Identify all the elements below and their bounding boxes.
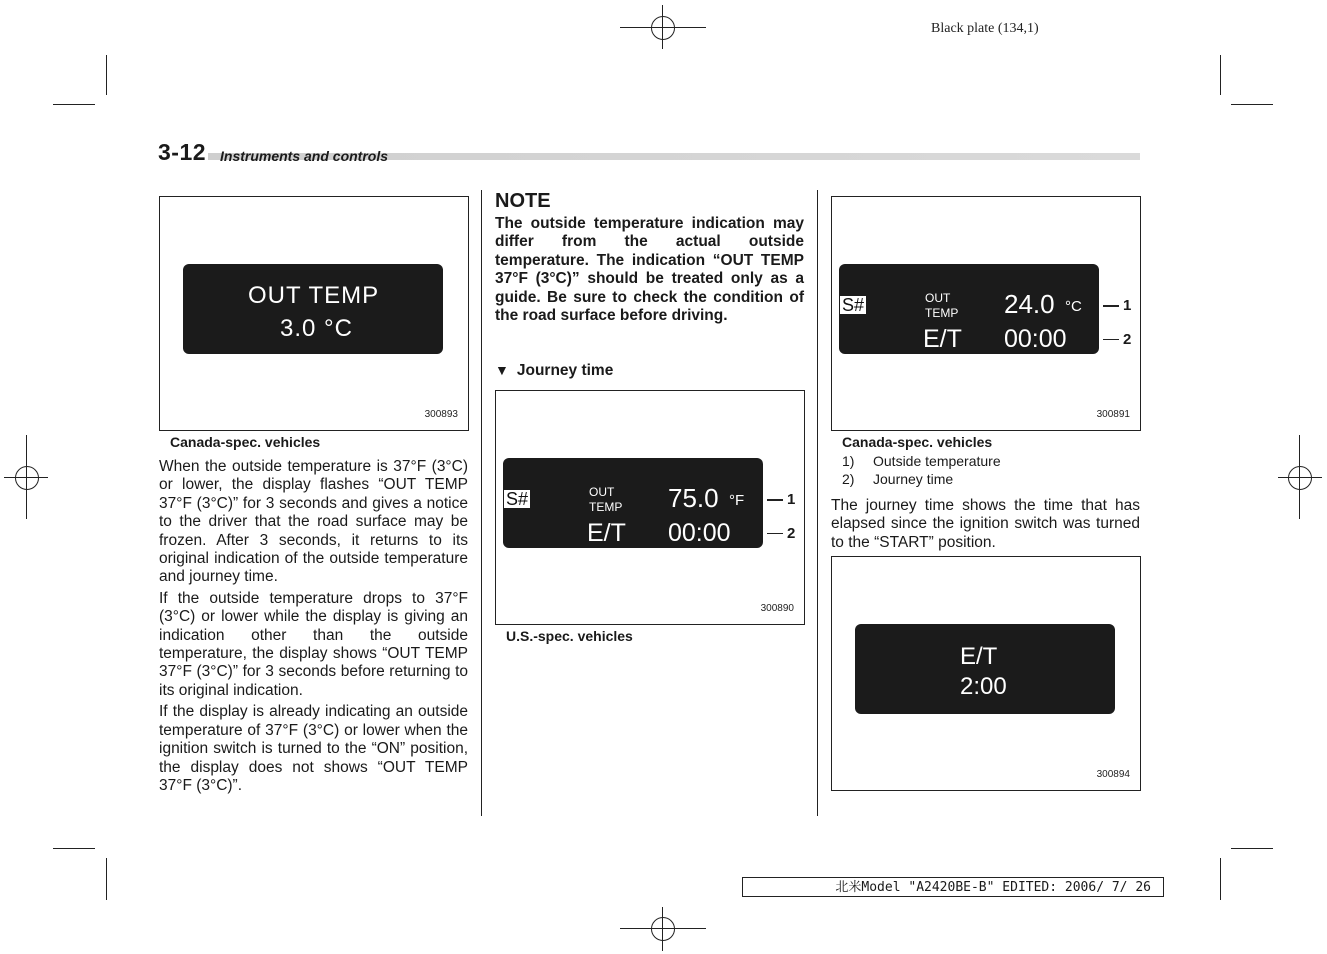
page-number: 3-12 xyxy=(158,139,207,165)
crop-mark xyxy=(53,848,95,849)
column-divider xyxy=(481,190,482,816)
temperature-unit: °C xyxy=(1065,298,1082,315)
note-body: The outside temperature indication may differ from the actual outside temperature. The indication “OUT TEMP 37°F (3°C)” should be treated only as a guide. Be sure to check the condition of the road surface before driving. xyxy=(495,215,804,325)
sharp-label: S# xyxy=(842,295,865,315)
journey-time-value: 00:00 xyxy=(668,519,731,547)
crop-mark xyxy=(53,104,95,105)
lcd-line2: 2:00 xyxy=(960,673,1007,700)
callout-1: 1 xyxy=(1123,297,1132,314)
lcd-line2: 3.0 °C xyxy=(280,315,353,342)
paragraph: The journey time shows the time that has elapsed since the ignition switch was turned to the “START” position. xyxy=(831,497,1140,551)
subhead xyxy=(495,362,613,380)
figure-caption: Canada-spec. vehicles xyxy=(842,434,993,450)
temp-label: TEMP xyxy=(925,306,959,320)
out-label: OUT xyxy=(589,485,615,499)
right-body xyxy=(831,497,1140,555)
paragraph: If the display is already indicating an outside temperature of 37°F (3°C) or lower when the ignition switch is turned to the “ON” position, the display does not shows “OUT TEMP 37°F (3°C)”. xyxy=(159,703,468,794)
figure-caption: U.S.-spec. vehicles xyxy=(506,628,633,644)
callout-line xyxy=(1103,305,1119,307)
left-body xyxy=(159,458,468,798)
callout-1: 1 xyxy=(787,491,796,508)
subhead-text: Journey time xyxy=(516,362,614,379)
plate-label: Black plate (134,1) xyxy=(931,21,1039,36)
lcd-display xyxy=(503,458,763,548)
figure-us-display xyxy=(495,390,805,625)
crop-mark xyxy=(106,858,107,900)
lcd-line1: E/T xyxy=(960,643,998,670)
list-text: Outside temperature xyxy=(873,453,1001,469)
temperature-value: 24.0 xyxy=(1004,289,1055,319)
crop-mark xyxy=(1231,104,1273,105)
callout-legend xyxy=(842,452,1001,488)
lcd-display xyxy=(855,624,1115,714)
list-item xyxy=(842,452,1001,470)
section-title: Instruments and controls xyxy=(220,148,389,164)
figure-canada-display xyxy=(831,196,1141,431)
column-divider xyxy=(817,190,818,816)
list-number: 1) xyxy=(842,453,855,469)
temperature-unit: °F xyxy=(729,492,745,509)
triangle-down-icon: ▼ xyxy=(495,362,509,378)
list-item xyxy=(842,470,1001,488)
list-text: Journey time xyxy=(873,471,954,487)
journey-time-value: 00:00 xyxy=(1004,325,1067,353)
edit-stamp: 北米Model "A2420BE-B" EDITED: 2006/ 7/ 26 xyxy=(742,877,1164,897)
et-label: E/T xyxy=(587,519,626,547)
paragraph: If the outside temperature drops to 37°F (3°C) or lower while the display is giving an indication other than the outside temperature, the display shows “OUT TEMP 37°F (3°C)” for 3 seconds before returning to its original indication. xyxy=(159,589,468,699)
temp-label: TEMP xyxy=(589,500,623,514)
out-label: OUT xyxy=(925,291,951,305)
paragraph: When the outside temperature is 37°F (3°C) or lower, the display flashes “OUT TEMP 37°F (3°C)” for 3 seconds and gives a notice to the driver that the road surface may be frozen. After 3 seconds, it returns to its original indication of the outside temperature and journey time. xyxy=(159,458,468,586)
figure-number: 300894 xyxy=(1096,769,1130,780)
callout-2: 2 xyxy=(787,525,796,542)
callout-line xyxy=(1103,339,1119,340)
figure-number: 300893 xyxy=(424,409,458,420)
callout-2: 2 xyxy=(1123,331,1132,348)
callout-line xyxy=(767,499,783,501)
list-number: 2) xyxy=(842,471,855,487)
figure-number: 300890 xyxy=(760,603,794,614)
note-title: NOTE xyxy=(495,190,551,212)
figure-number: 300891 xyxy=(1096,409,1130,420)
lcd-display xyxy=(183,264,443,354)
et-label: E/T xyxy=(923,325,962,353)
figure-journey-time xyxy=(831,556,1141,791)
crop-mark xyxy=(106,55,107,95)
crop-mark xyxy=(1231,848,1273,849)
crop-mark xyxy=(1220,55,1221,95)
callout-line xyxy=(767,533,783,534)
lcd-display xyxy=(839,264,1099,354)
figure-out-temp xyxy=(159,196,469,431)
crop-mark xyxy=(1220,858,1221,900)
figure-caption: Canada-spec. vehicles xyxy=(170,434,321,450)
temperature-value: 75.0 xyxy=(668,483,719,513)
lcd-line1: OUT TEMP xyxy=(248,282,380,309)
sharp-label: S# xyxy=(506,489,529,509)
